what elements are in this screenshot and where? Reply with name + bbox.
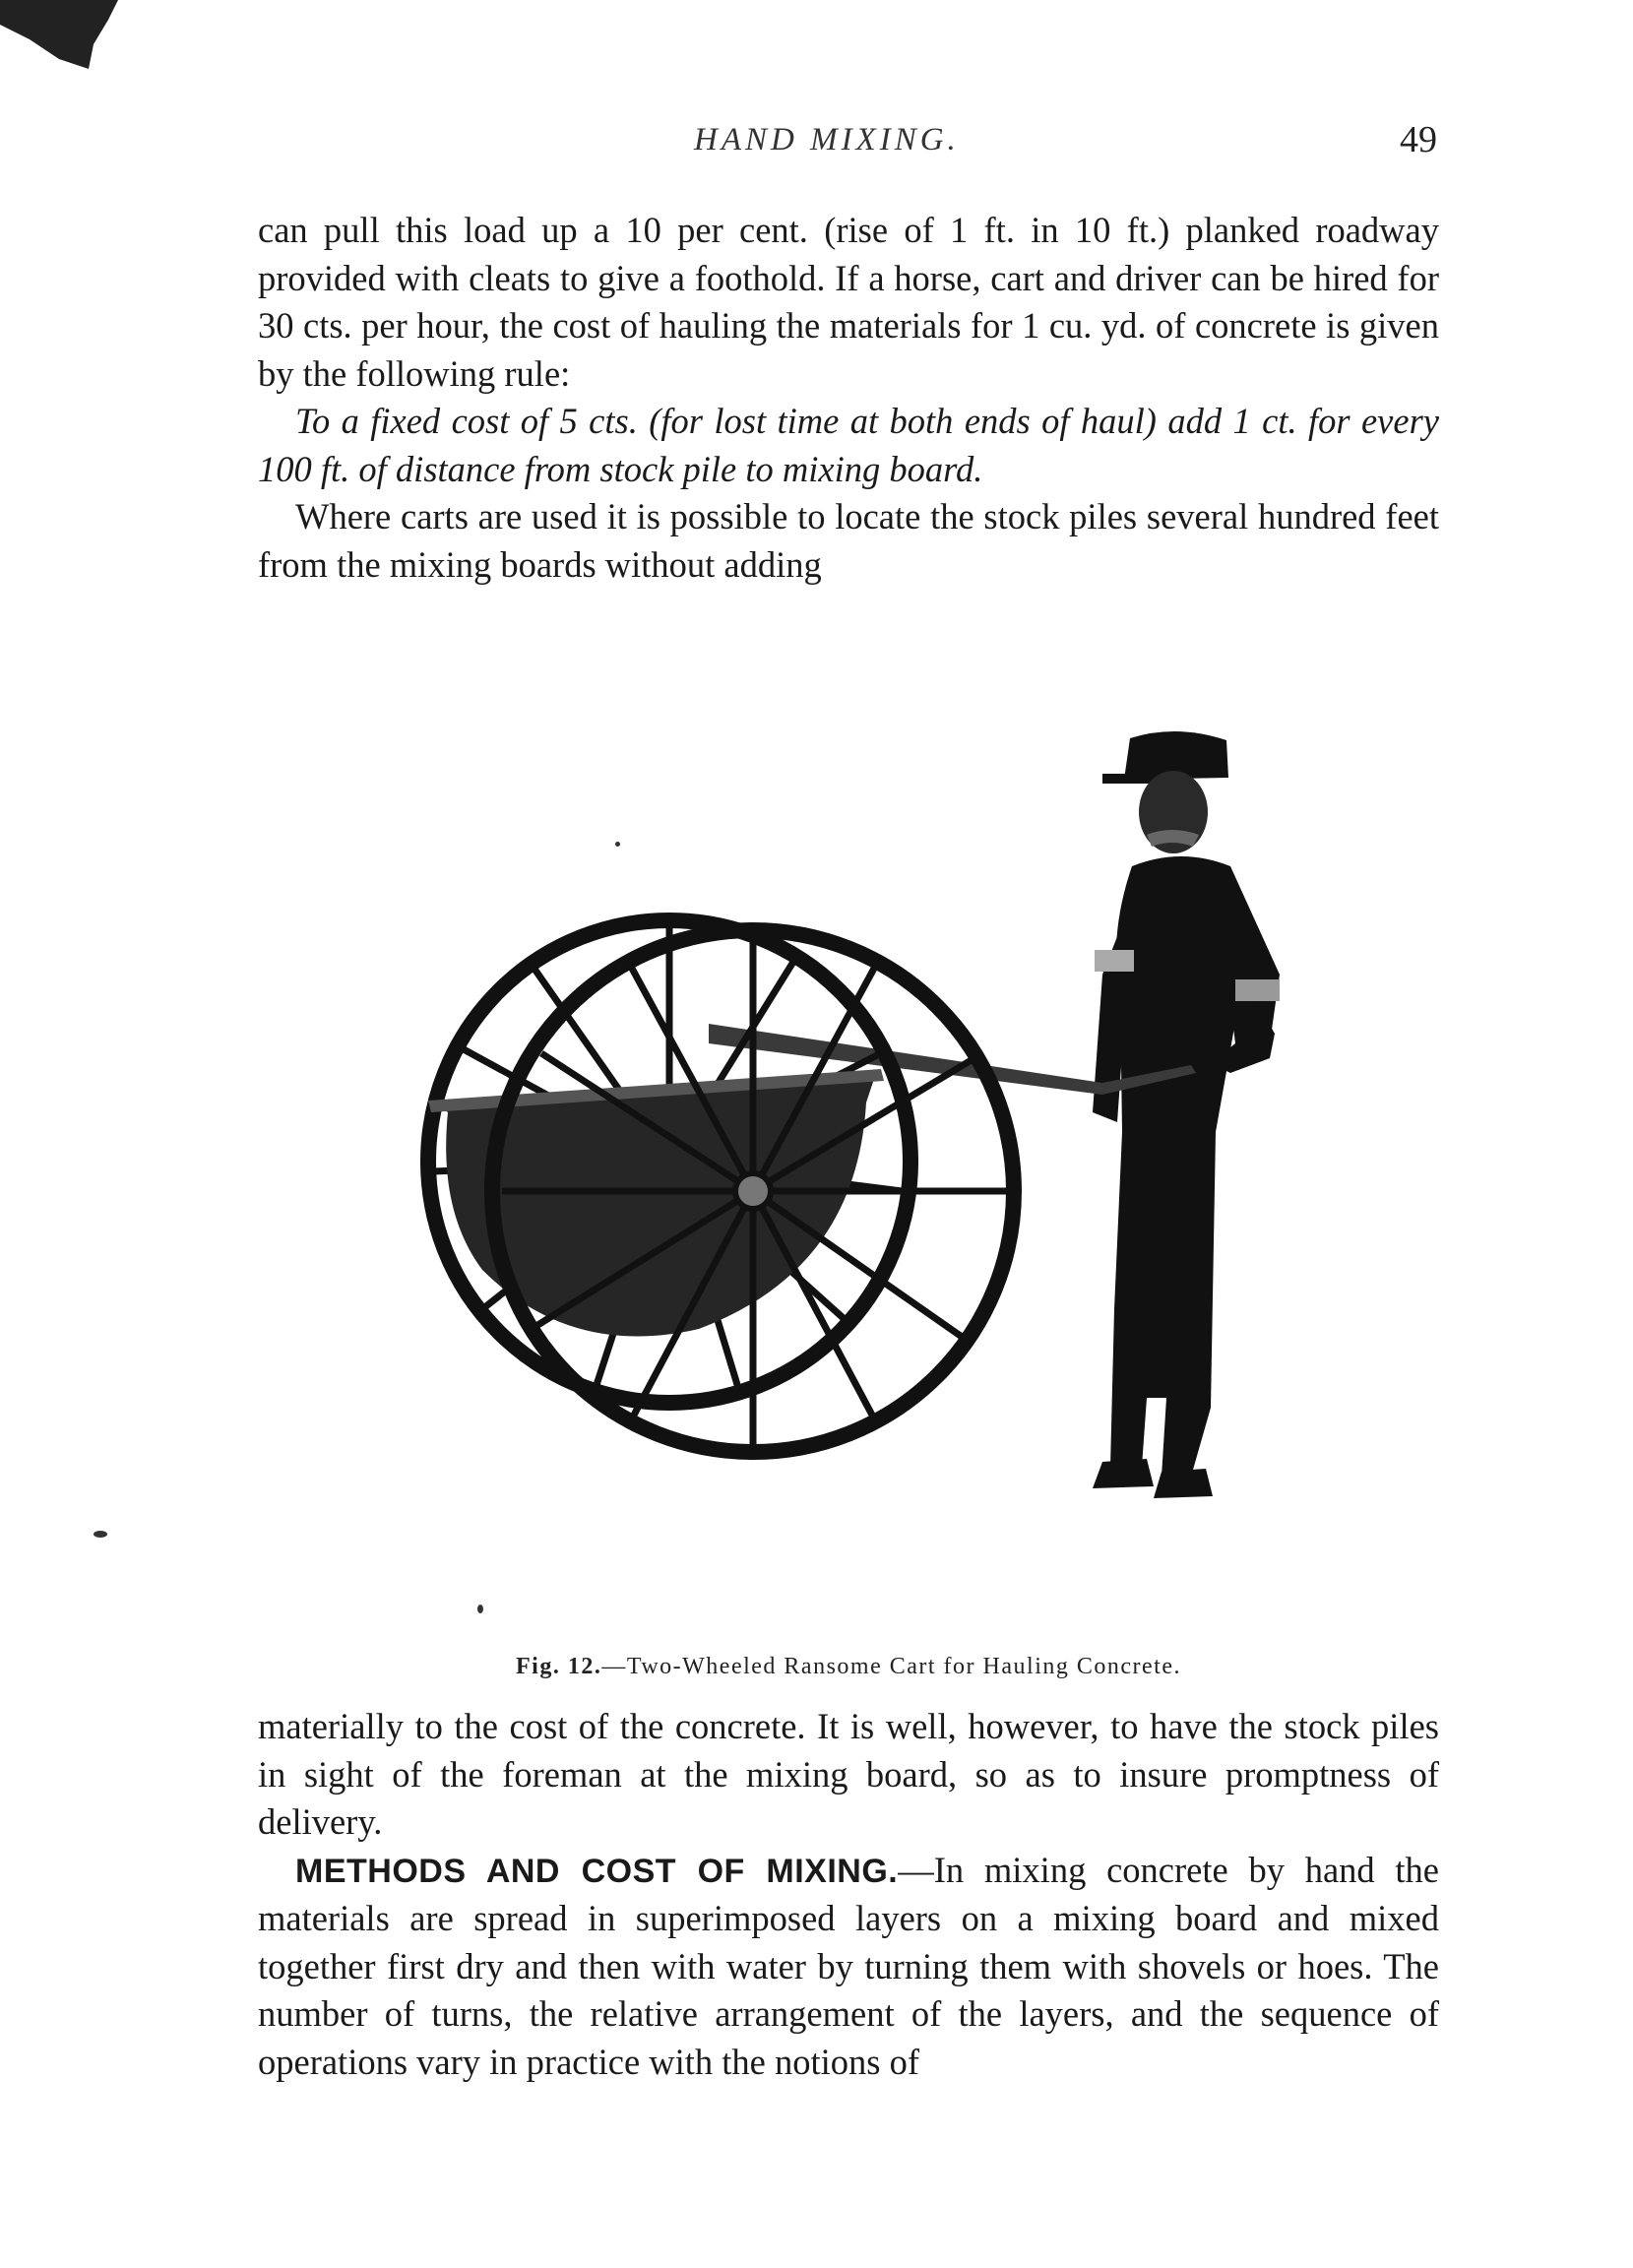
- scan-speck: [477, 1605, 483, 1613]
- body-text-bottom: [258, 1703, 1439, 2086]
- rule-italic: To a fixed cost of 5 cts. (for lost time at both ends of haul) add 1 ct. for every 100 ft. of distance from stock pile to mixing board.: [258, 401, 1439, 489]
- figure-caption-text: —Two-Wheeled Ransome Cart for Hauling Concrete.: [601, 1654, 1181, 1679]
- scan-artifact: [0, 0, 167, 79]
- figure-caption: [258, 1654, 1439, 1680]
- paragraph: materially to the cost of the concrete. It is well, however, to have the stock piles in sight of the foreman at the mixing board, so as to insure promptness of delivery.: [258, 1706, 1439, 1842]
- page-number: 49: [1400, 119, 1437, 160]
- paragraph: Where carts are used it is possible to locate the stock piles several hundred feet from the mixing boards without adding: [258, 496, 1439, 585]
- running-head: HAND MIXING.: [694, 122, 960, 158]
- man-figure: [1093, 731, 1280, 1498]
- paragraph-with-heading: [258, 1847, 1439, 2087]
- figure-cart-illustration: [413, 719, 1299, 1644]
- scan-speck: [615, 842, 620, 847]
- paragraph-text: —In mixing concrete by hand the materials are spread in superimposed layers on a mixing board and mixed together first dry and then with water by turning them with shovels or hoes. The number of turns, the relative arrangement of the layers, and the sequence of operations vary in practice with the notions of: [258, 1849, 1440, 2082]
- paragraph: can pull this load up a 10 per cent. (rise of 1 ft. in 10 ft.) planked roadway provided with cleats to give a foothold. If a horse, cart and driver can be hired for 30 cts. per hour, the cost of hauling the materials for 1 cu. yd. of concrete is given by the following rule:: [258, 210, 1439, 394]
- figure-label: Fig. 12.: [516, 1654, 602, 1679]
- page-header: [256, 116, 1437, 175]
- front-wheel: [492, 930, 1014, 1452]
- cart-photo: [413, 719, 1299, 1644]
- body-text-top: [258, 207, 1439, 589]
- scan-speck: [94, 1531, 107, 1538]
- section-heading: METHODS AND COST OF MIXING.: [295, 1852, 899, 1890]
